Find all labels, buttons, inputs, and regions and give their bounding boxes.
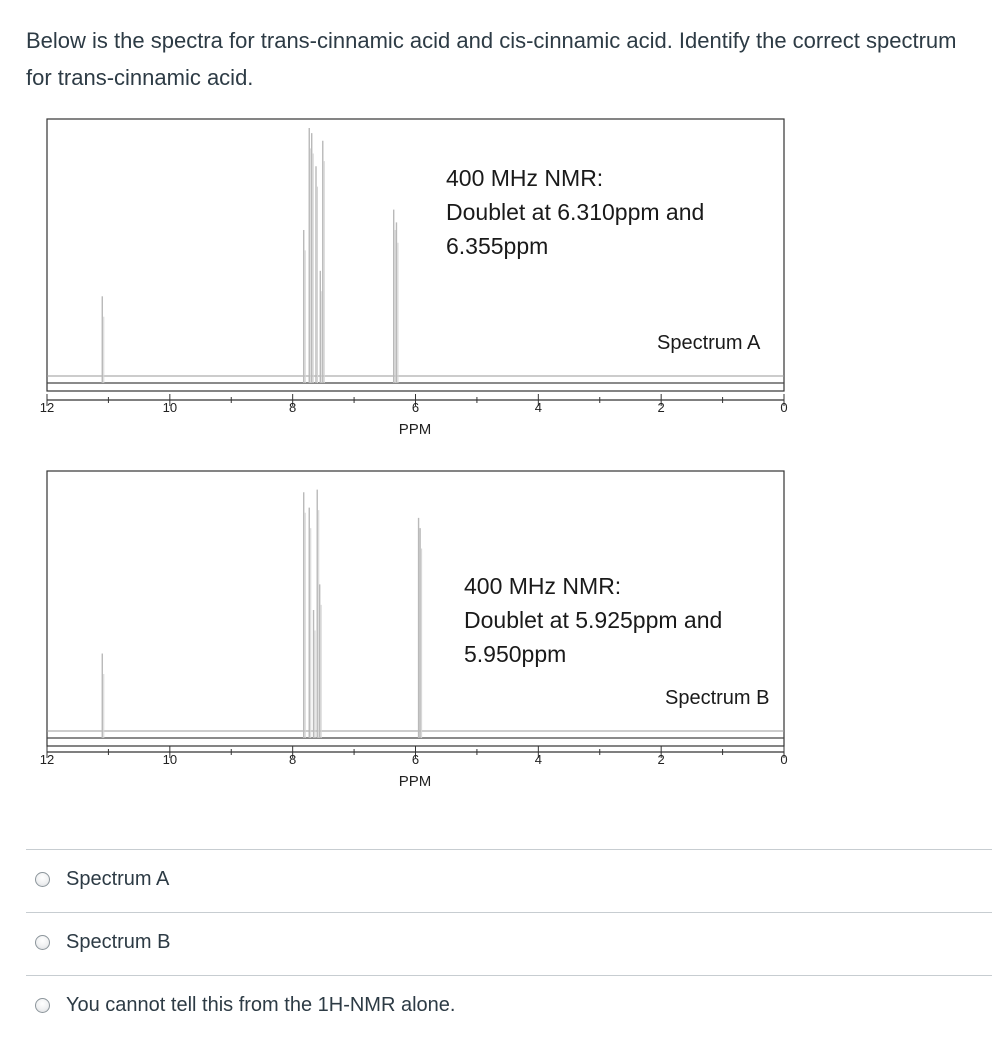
tick-label: 10 (162, 752, 178, 767)
tick-label: 2 (657, 752, 665, 767)
tick-label: 8 (289, 752, 297, 767)
tick-label: 4 (534, 400, 542, 415)
tick-label: 12 (39, 752, 55, 767)
tick-label: 6 (411, 752, 420, 767)
ppm-axis-label: PPM (398, 421, 432, 438)
spectrum-a-label: Spectrum A (657, 332, 761, 354)
answer-options (26, 849, 992, 1038)
nmr-doublet-line1: Doublet at 6.310ppm and (446, 199, 705, 225)
baseline (47, 376, 784, 383)
baseline (47, 731, 784, 738)
nmr-title: 400 MHz NMR: (446, 165, 604, 191)
nmr-doublet-line2: 5.950ppm (464, 641, 567, 667)
peaks (102, 128, 398, 383)
spectrum-a-figure (0, 110, 992, 440)
nmr-doublet-line2: 6.355ppm (446, 233, 549, 259)
tick-label: 10 (162, 400, 178, 415)
spectrum-a-plot (0, 110, 992, 440)
answer-option-cannot-tell[interactable] (26, 975, 992, 1038)
nmr-annotation (446, 161, 704, 263)
tick-label: 8 (289, 400, 297, 415)
x-axis (40, 394, 788, 415)
peaks (102, 490, 421, 738)
tick-label: 12 (39, 400, 55, 415)
ppm-axis-label: PPM (398, 773, 432, 790)
tick-label: 0 (780, 400, 788, 415)
answer-label: You cannot tell this from the 1H-NMR alone. (66, 994, 456, 1016)
answer-option-spectrum-b[interactable] (26, 912, 992, 975)
nmr-annotation (464, 569, 722, 671)
x-axis (40, 746, 788, 767)
answer-option-spectrum-a[interactable] (26, 849, 992, 912)
tick-label: 0 (780, 752, 788, 767)
question-text: Below is the spectra for trans-cinnamic acid and cis-cinnamic acid. Identify the correct spectrum for trans-cinnamic acid. (26, 28, 957, 90)
spectrum-b-figure (0, 462, 992, 792)
answer-label: Spectrum B (66, 931, 171, 953)
tick-label: 2 (657, 400, 665, 415)
tick-label: 4 (534, 752, 542, 767)
spectrum-b-label: Spectrum B (665, 687, 770, 709)
radio-button-icon[interactable] (35, 935, 50, 950)
answer-label: Spectrum A (66, 868, 170, 890)
nmr-doublet-line1: Doublet at 5.925ppm and (464, 607, 723, 633)
radio-button-icon[interactable] (35, 998, 50, 1013)
tick-label: 6 (411, 400, 420, 415)
nmr-title: 400 MHz NMR: (464, 573, 622, 599)
radio-button-icon[interactable] (35, 872, 50, 887)
